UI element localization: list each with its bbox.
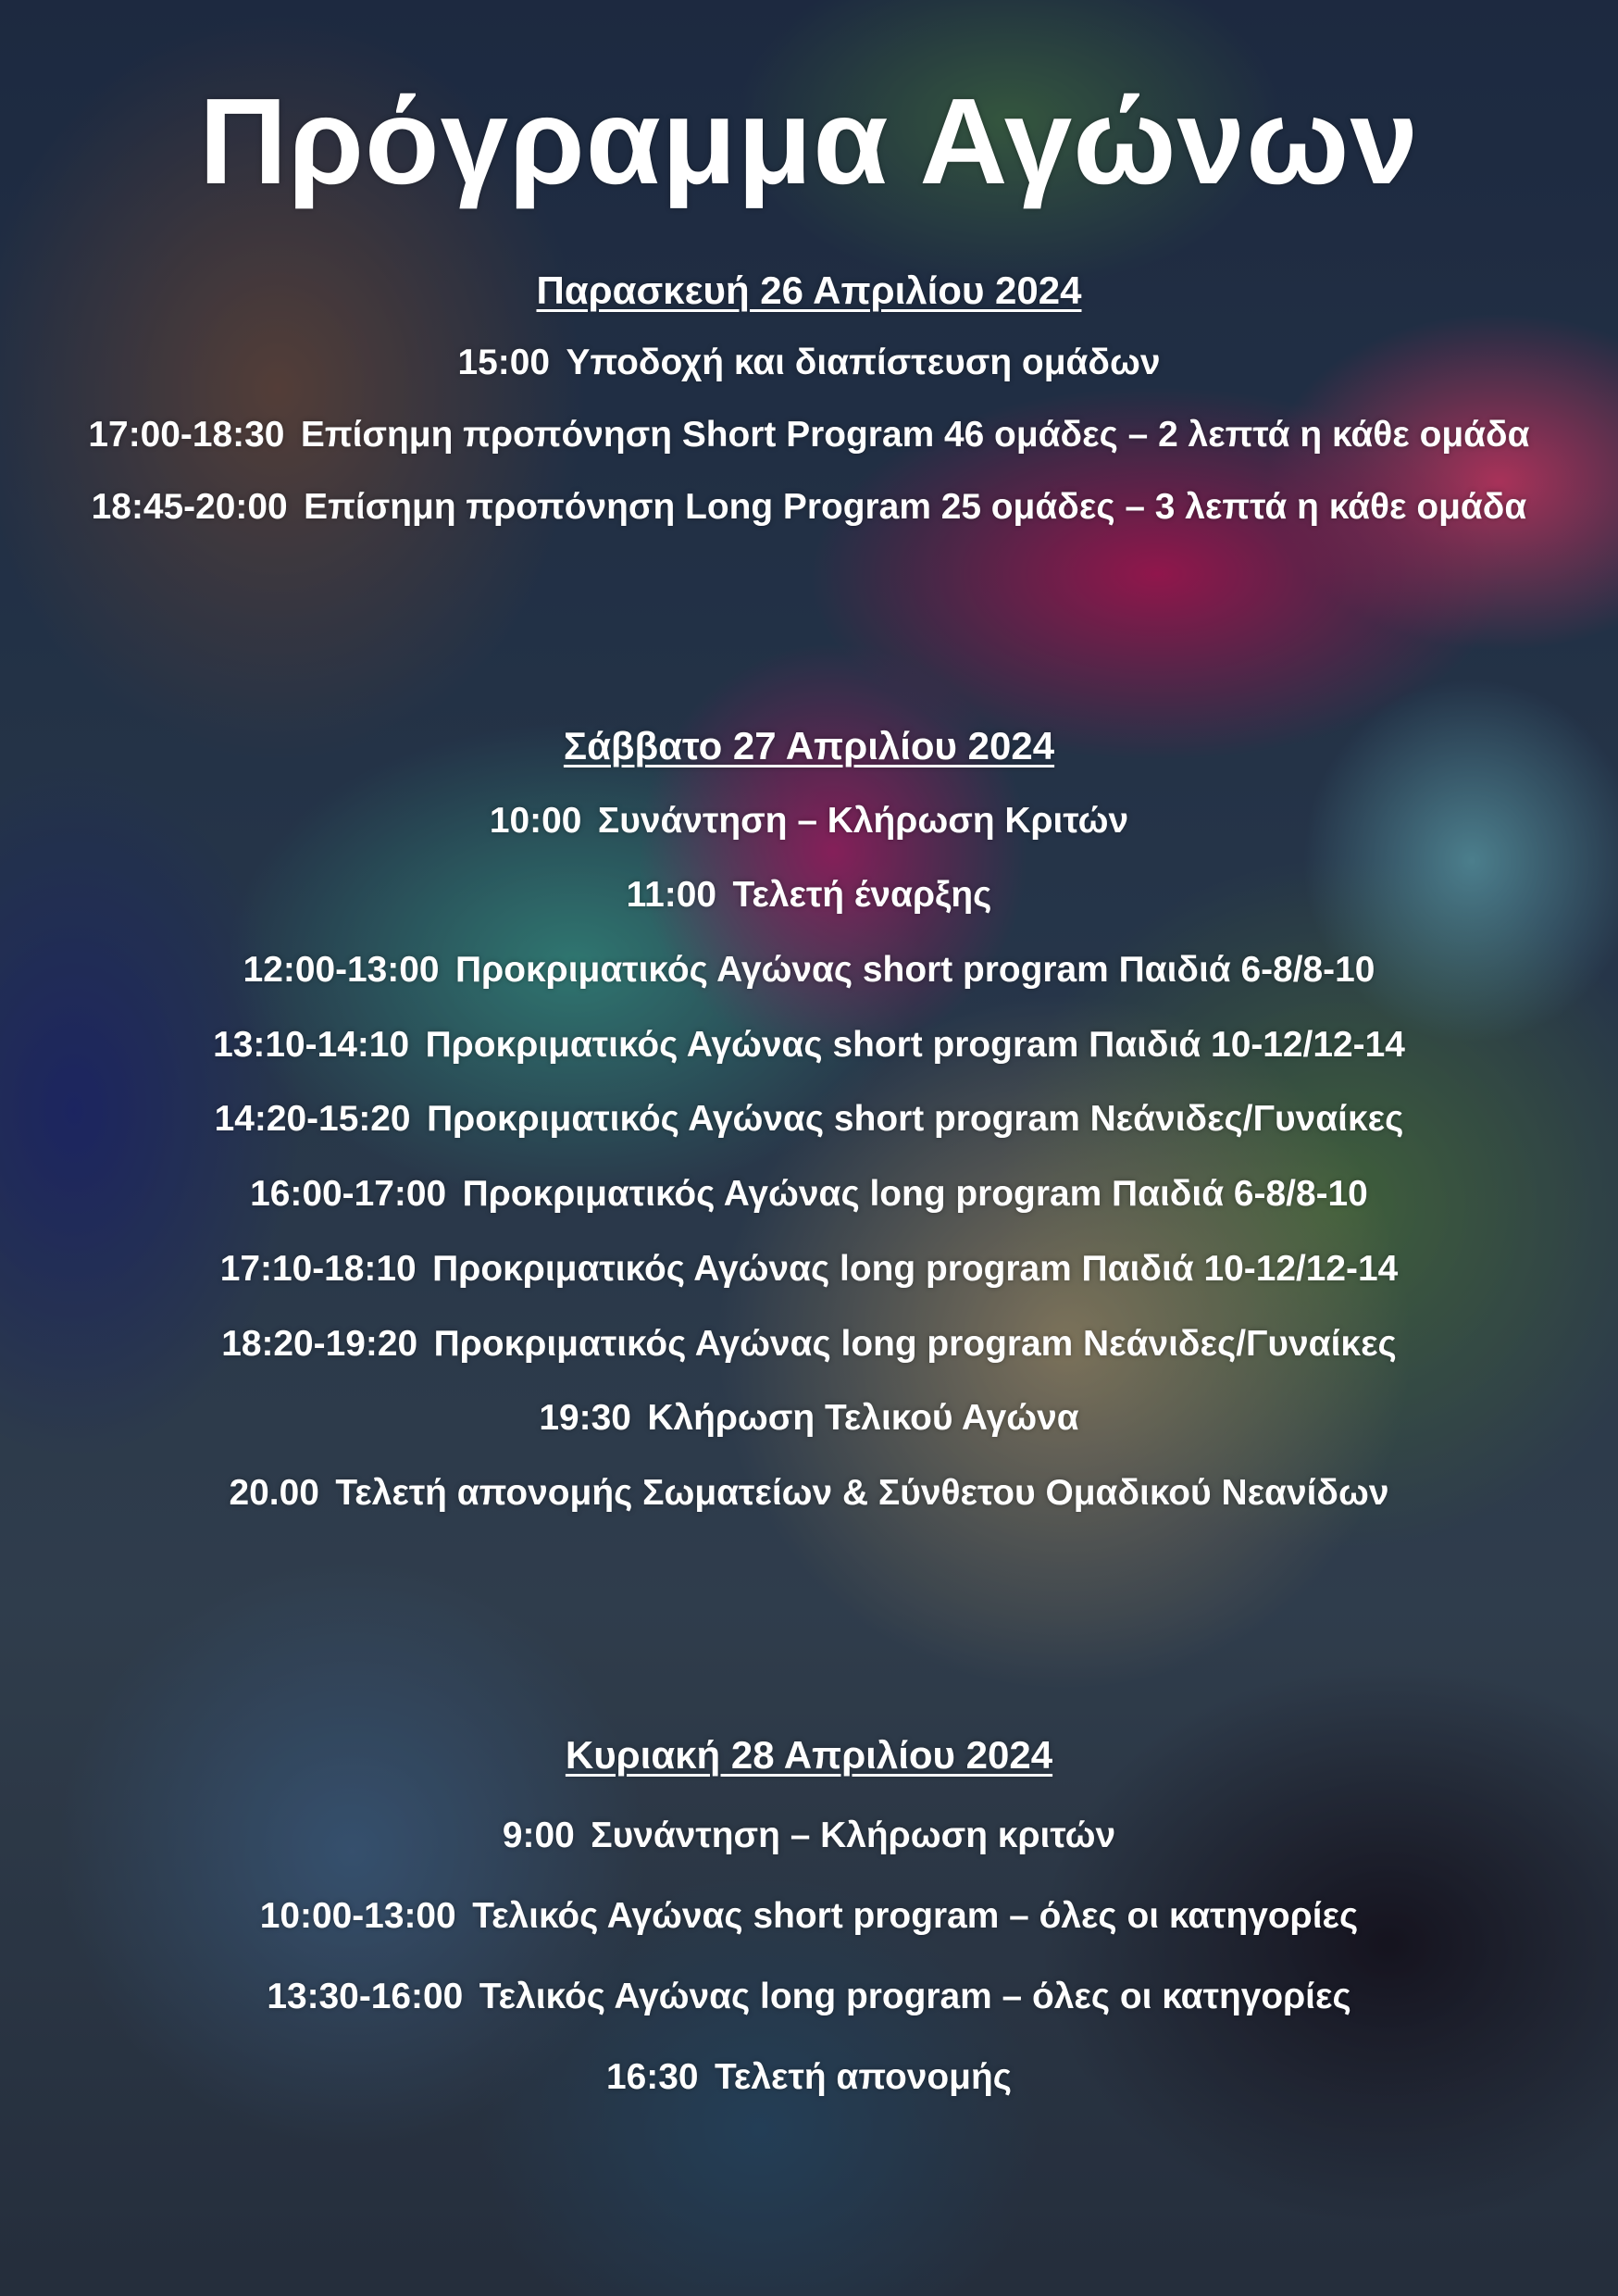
event-description: Προκριματικός Αγώνας long program Νεάνιδες/Γυναίκες (433, 1323, 1397, 1364)
day-heading: Σάββατο 27 Απριλίου 2024 (563, 724, 1055, 767)
event-time: 13:30-16:00 (267, 1976, 464, 2016)
event-time: 12:00-13:00 (243, 949, 440, 990)
event-time: 14:20-15:20 (214, 1099, 411, 1140)
event-time: 16:00-17:00 (250, 1173, 447, 1214)
event-description: Προκριματικός Αγώνας long program Παιδιά 6-8/8-10 (462, 1173, 1368, 1214)
event-time: 20.00 (229, 1472, 319, 1513)
event-description: Προκριματικός Αγώνας short program Παιδιά 6-8/8-10 (455, 949, 1375, 990)
event-time: 10:00-13:00 (259, 1895, 456, 1936)
event-time: 13:10-14:10 (213, 1024, 410, 1065)
schedule-row (22, 1093, 1596, 1143)
schedule-row (22, 869, 1596, 919)
event-time: 10:00 (489, 800, 582, 841)
event-description: Επίσημη προπόνηση Short Program 46 ομάδες – 2 λεπτά η κάθε ομάδα (300, 414, 1530, 455)
schedule-row (22, 1019, 1596, 1069)
event-description: Τελικός Αγώνας long program – όλες οι κατηγορίες (479, 1976, 1351, 2016)
schedule-row (22, 481, 1596, 531)
event-description: Προκριματικός Αγώνας long program Παιδιά 10-12/12-14 (432, 1248, 1399, 1289)
schedule-row (22, 1467, 1596, 1517)
event-description: Τελετή έναρξης (732, 875, 992, 916)
event-time: 18:20-19:20 (221, 1323, 418, 1364)
event-time: 18:45-20:00 (91, 486, 288, 527)
event-description: Συνάντηση – Κλήρωση κριτών (591, 1815, 1116, 1855)
day-heading: Παρασκευή 26 Απριλίου 2024 (536, 268, 1082, 312)
schedule-row (22, 1318, 1596, 1368)
event-description: Προκριματικός Αγώνας short program Νεάνιδες/Γυναίκες (427, 1099, 1404, 1140)
schedule-row (22, 1810, 1596, 1860)
event-description: Τελικός Αγώνας short program – όλες οι κατηγορίες (472, 1895, 1359, 1936)
day-section-saturday (0, 720, 1618, 1519)
event-description: Συνάντηση – Κλήρωση Κριτών (597, 800, 1129, 841)
schedule-row (22, 1168, 1596, 1218)
event-time: 19:30 (539, 1398, 631, 1438)
event-time: 11:00 (626, 875, 716, 916)
schedule-row (22, 795, 1596, 845)
schedule-row (22, 1243, 1596, 1293)
schedule-row (22, 1392, 1596, 1442)
event-time: 17:00-18:30 (88, 414, 285, 455)
day-section-friday (0, 265, 1618, 533)
schedule-row (22, 1890, 1596, 1940)
event-description: Προκριματικός Αγώνας short program Παιδιά 10-12/12-14 (425, 1024, 1405, 1065)
event-time: 9:00 (502, 1815, 575, 1855)
event-description: Επίσημη προπόνηση Long Program 25 ομάδες – 3 λεπτά η κάθε ομάδα (304, 486, 1527, 527)
schedule-row (22, 337, 1596, 387)
event-description: Τελετή απονομής Σωματείων & Σύνθετου Ομαδικού Νεανίδων (335, 1472, 1389, 1513)
event-description: Κλήρωση Τελικού Αγώνα (647, 1398, 1079, 1438)
event-description: Τελετή απονομής (715, 2056, 1012, 2097)
day-section-sunday (0, 1729, 1618, 2103)
event-time: 16:30 (606, 2056, 699, 2097)
schedule-row (22, 1971, 1596, 2021)
schedule-row (22, 409, 1596, 459)
page-title: Πρόγραμμα Αγώνων (199, 73, 1419, 209)
day-heading: Κυριακή 28 Απριλίου 2024 (565, 1733, 1053, 1777)
event-description: Υποδοχή και διαπίστευση ομάδων (566, 342, 1161, 382)
event-time: 17:10-18:10 (219, 1248, 417, 1289)
schedule-row (22, 944, 1596, 994)
schedule-row (22, 2052, 1596, 2102)
event-time: 15:00 (457, 342, 550, 382)
